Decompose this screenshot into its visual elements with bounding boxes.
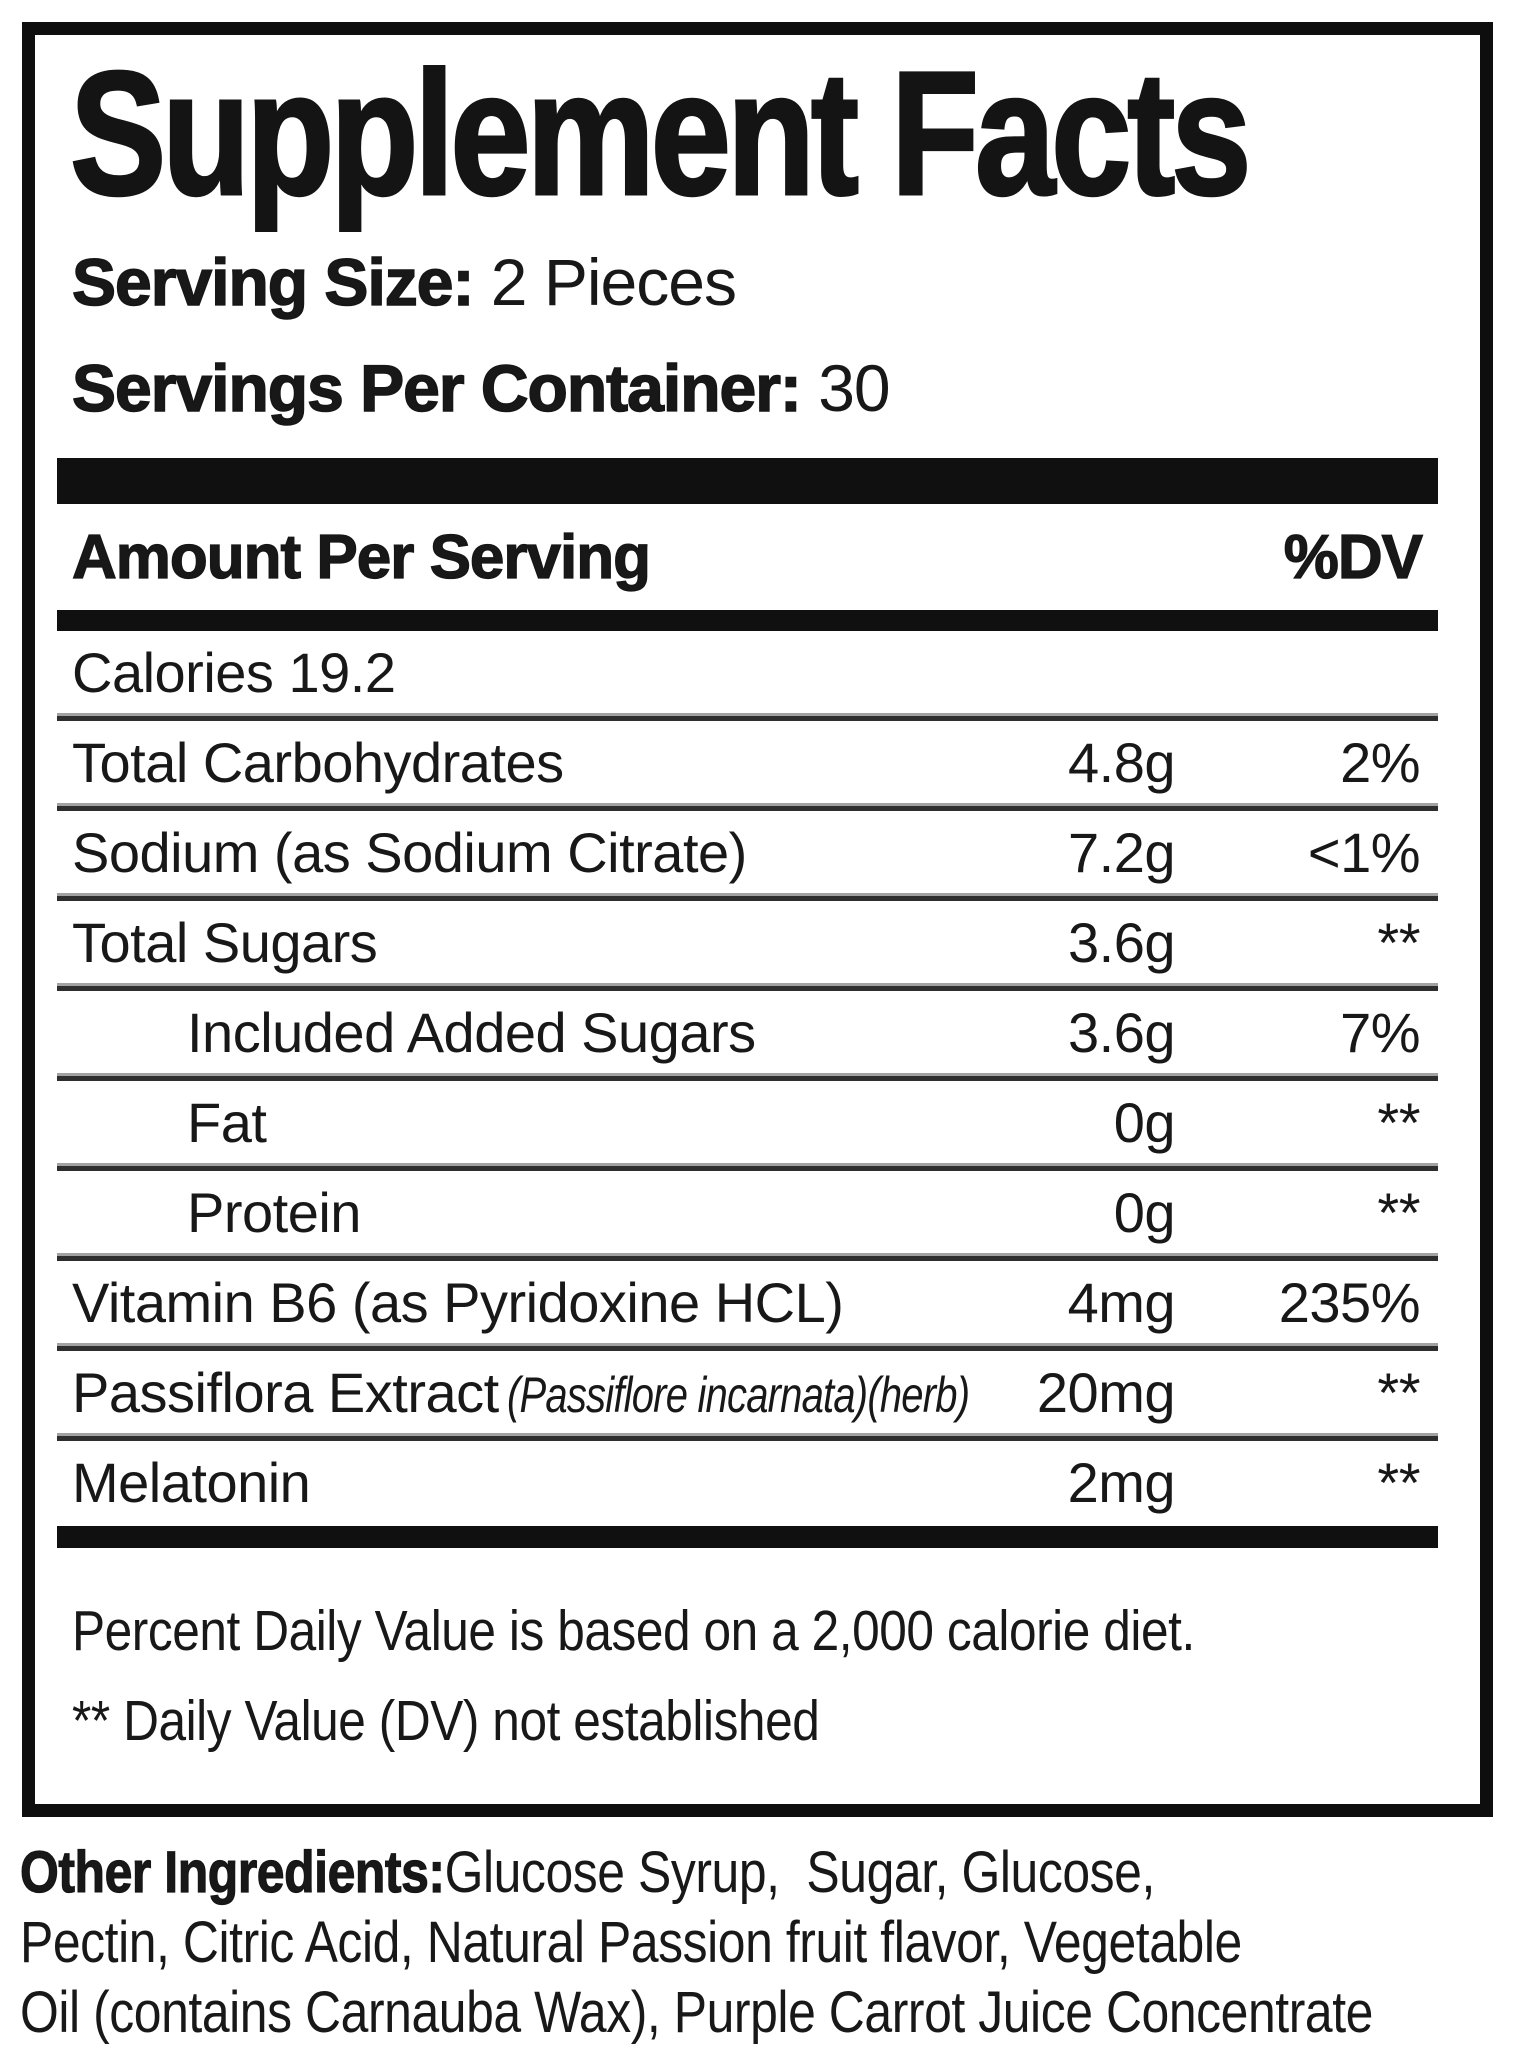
table-row [57, 631, 1438, 713]
other-ingredients-label: Other Ingredients: [20, 1840, 445, 1905]
serving-size-label: Serving Size: [72, 245, 474, 319]
table-row [57, 1441, 1438, 1523]
servings-per-container-line [72, 350, 890, 426]
table-row [57, 1261, 1438, 1343]
row-dv: ** [1377, 1180, 1420, 1244]
amount-per-serving-header: Amount Per Serving [72, 522, 650, 592]
row-dv: <1% [1307, 820, 1420, 884]
thick-divider-bar-bottom [57, 1526, 1438, 1548]
table-row [57, 1081, 1438, 1163]
row-amount: 4.8g [1068, 730, 1175, 794]
row-label: Total Sugars [72, 910, 378, 974]
row-dv: 2% [1340, 730, 1420, 794]
thick-divider-bar-top [57, 458, 1438, 504]
row-amount: 20mg [1036, 1360, 1175, 1424]
row-dv: ** [1377, 1450, 1420, 1514]
footnote-daily-value: Percent Daily Value is based on a 2,000 calorie diet. [72, 1599, 1195, 1663]
label-title: Supplement Facts [70, 36, 1248, 232]
row-divider [57, 803, 1438, 811]
row-amount: 7.2g [1068, 820, 1175, 884]
table-row [57, 721, 1438, 803]
medium-divider-bar [57, 610, 1438, 631]
row-dv: ** [1377, 1360, 1420, 1424]
row-amount: 0g [1113, 1180, 1175, 1244]
row-amount: 3.6g [1068, 910, 1175, 974]
row-amount: 2mg [1067, 1450, 1175, 1514]
row-divider [57, 893, 1438, 901]
nutrition-rows [57, 631, 1438, 1523]
row-label: Total Carbohydrates [72, 730, 564, 794]
other-ingredients-line-1-text: Glucose Syrup, Sugar, Glucose, [444, 1840, 1155, 1905]
footnote-dv-not-established: ** Daily Value (DV) not established [72, 1689, 820, 1753]
table-row [57, 811, 1438, 893]
table-row [57, 1351, 1438, 1433]
row-divider [57, 1253, 1438, 1261]
serving-size-line [72, 244, 736, 320]
row-amount: 3.6g [1068, 1000, 1175, 1064]
row-amount: 0g [1113, 1090, 1175, 1154]
row-dv: 235% [1278, 1270, 1420, 1334]
row-label: Protein [187, 1180, 361, 1244]
row-label: Vitamin B6 (as Pyridoxine HCL) [72, 1270, 844, 1334]
row-label: Calories 19.2 [72, 640, 396, 704]
row-label: Melatonin [72, 1450, 311, 1514]
table-row [57, 991, 1438, 1073]
row-label-scientific-name: (Passiflore incarnata)(herb) [506, 1366, 969, 1423]
other-ingredients-line-3: Oil (contains Carnauba Wax), Purple Carrot Juice Concentrate [20, 1980, 1373, 2045]
table-row [57, 901, 1438, 983]
other-ingredients-block [20, 1838, 1373, 2048]
row-dv: ** [1377, 910, 1420, 974]
row-divider [57, 1163, 1438, 1171]
row-divider [57, 983, 1438, 991]
row-divider [57, 1343, 1438, 1351]
row-label: Fat [187, 1090, 267, 1154]
serving-size-value: 2 Pieces [473, 245, 736, 319]
row-divider [57, 1073, 1438, 1081]
other-ingredients-line-1 [20, 1838, 1373, 1908]
row-amount: 4mg [1067, 1270, 1175, 1334]
row-dv: 7% [1340, 1000, 1420, 1064]
percent-dv-header: %DV [1283, 522, 1422, 592]
servings-per-container-label: Servings Per Container: [72, 351, 801, 425]
servings-per-container-value: 30 [800, 351, 890, 425]
row-divider [57, 1433, 1438, 1441]
row-label: Sodium (as Sodium Citrate) [72, 820, 747, 884]
table-row [57, 1171, 1438, 1253]
table-header-row [57, 504, 1438, 610]
row-label: Included Added Sugars [187, 1000, 756, 1064]
other-ingredients-line-2: Pectin, Citric Acid, Natural Passion fruit flavor, Vegetable [20, 1910, 1242, 1975]
row-divider [57, 713, 1438, 721]
row-dv: ** [1377, 1090, 1420, 1154]
row-label: Passiflora Extract (Passiflore incarnata)(herb) [72, 1360, 969, 1424]
